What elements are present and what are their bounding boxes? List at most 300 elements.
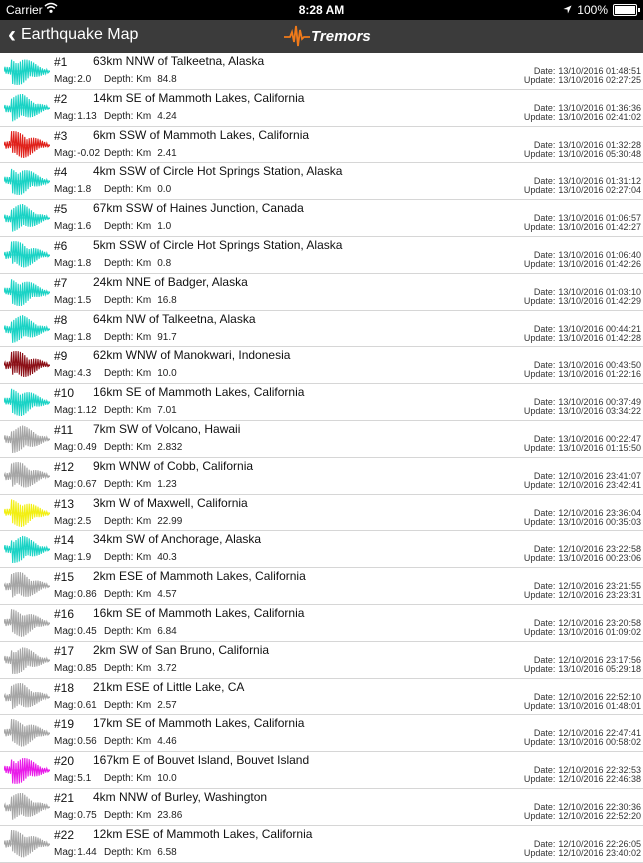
magnitude-label: Mag: xyxy=(54,552,77,564)
date-label: Date: xyxy=(533,544,556,555)
depth-unit: Km xyxy=(136,809,152,821)
magnitude-label: Mag: xyxy=(54,147,77,159)
magnitude-value: 0.75 xyxy=(77,809,97,821)
earthquake-row[interactable] xyxy=(0,531,643,568)
magnitude-label: Mag: xyxy=(54,257,77,269)
magnitude-value: 1.12 xyxy=(77,405,97,417)
earthquake-row[interactable] xyxy=(0,826,643,863)
earthquake-row[interactable] xyxy=(0,679,643,716)
magnitude-label: Mag: xyxy=(54,74,77,85)
quake-number: #4 xyxy=(54,165,68,180)
earthquake-row[interactable] xyxy=(0,200,643,237)
depth-label: Depth: xyxy=(104,736,134,748)
depth-label: Depth: xyxy=(104,478,134,490)
seismogram-icon xyxy=(4,423,50,455)
quake-magnitude xyxy=(54,405,97,416)
depth-unit: Km xyxy=(136,331,152,343)
quake-location: 6km SSW of Mammoth Lakes, California xyxy=(93,127,310,142)
date-value: 12/10/2016 23:20:58 xyxy=(558,617,641,628)
quake-depth xyxy=(104,295,177,306)
seismogram-icon xyxy=(4,386,50,418)
quake-location: 34km SW of Anchorage, Alaska xyxy=(93,532,262,547)
quake-magnitude xyxy=(54,295,91,306)
quake-number: #14 xyxy=(54,533,75,548)
magnitude-value: 2.0 xyxy=(77,74,92,85)
quake-depth xyxy=(104,368,177,379)
date-label: Date: xyxy=(533,691,556,702)
depth-unit: Km xyxy=(136,736,152,748)
quake-dates xyxy=(524,582,641,600)
magnitude-label: Mag: xyxy=(54,773,77,785)
date-label: Date: xyxy=(533,470,556,481)
earthquake-row[interactable] xyxy=(0,495,643,532)
depth-value: 23.86 xyxy=(157,809,183,821)
quake-depth xyxy=(104,332,177,343)
quake-magnitude xyxy=(54,184,91,195)
update-label: Update: xyxy=(523,516,556,527)
magnitude-value: 0.45 xyxy=(77,625,97,637)
quake-number: #20 xyxy=(54,754,75,769)
magnitude-label: Mag: xyxy=(54,110,77,122)
magnitude-label: Mag: xyxy=(54,699,77,711)
depth-label: Depth: xyxy=(104,294,134,306)
date-value: 13/10/2016 01:48:51 xyxy=(558,66,641,76)
magnitude-label: Mag: xyxy=(54,294,77,306)
update-label: Update: xyxy=(523,626,556,637)
depth-unit: Km xyxy=(136,441,152,453)
date-value: 12/10/2016 22:26:05 xyxy=(558,838,641,849)
magnitude-label: Mag: xyxy=(54,331,77,343)
quake-magnitude xyxy=(54,332,91,343)
magnitude-value: 1.44 xyxy=(77,846,97,858)
update-label: Update: xyxy=(523,700,556,711)
quake-magnitude xyxy=(54,663,97,674)
magnitude-label: Mag: xyxy=(54,405,77,417)
seismogram-icon xyxy=(4,533,50,565)
seismogram-icon xyxy=(4,791,50,823)
back-button[interactable] xyxy=(8,21,139,48)
date-label: Date: xyxy=(533,507,556,518)
magnitude-value: 0.85 xyxy=(77,662,97,674)
quake-dates xyxy=(524,67,641,85)
depth-unit: Km xyxy=(136,625,152,637)
date-label: Date: xyxy=(533,249,556,260)
update-value: 13/10/2016 05:30:48 xyxy=(558,148,641,159)
seismogram-icon xyxy=(4,754,50,786)
quake-depth xyxy=(104,847,177,858)
quake-dates xyxy=(524,766,641,784)
depth-label: Depth: xyxy=(104,257,134,269)
quake-depth xyxy=(104,148,177,159)
date-value: 12/10/2016 22:52:10 xyxy=(558,691,641,702)
seismogram-icon xyxy=(4,165,50,197)
depth-value: 6.84 xyxy=(157,625,177,637)
earthquake-row[interactable] xyxy=(0,642,643,679)
quake-dates xyxy=(524,693,641,711)
depth-unit: Km xyxy=(136,147,152,159)
quake-dates xyxy=(524,619,641,637)
quake-number: #11 xyxy=(54,422,74,437)
status-bar xyxy=(0,0,643,20)
date-value: 13/10/2016 01:36:36 xyxy=(558,102,641,113)
seismogram-icon xyxy=(4,607,50,639)
earthquake-row[interactable] xyxy=(0,421,643,458)
magnitude-value: 0.56 xyxy=(77,736,97,748)
quake-number: #8 xyxy=(54,312,68,327)
depth-value: 7.01 xyxy=(157,405,177,417)
date-label: Date: xyxy=(533,139,556,150)
quake-dates xyxy=(524,141,641,159)
depth-label: Depth: xyxy=(104,515,134,527)
date-value: 12/10/2016 23:17:56 xyxy=(558,654,641,665)
depth-unit: Km xyxy=(136,589,152,601)
date-value: 12/10/2016 22:30:36 xyxy=(558,801,641,812)
update-label: Update: xyxy=(523,258,556,269)
quake-number: #9 xyxy=(54,349,68,364)
update-value: 12/10/2016 22:46:38 xyxy=(558,774,641,785)
update-label: Update: xyxy=(523,332,556,343)
update-label: Update: xyxy=(523,148,556,159)
earthquake-row[interactable] xyxy=(0,458,643,495)
quake-magnitude xyxy=(54,516,91,527)
depth-label: Depth: xyxy=(104,147,134,159)
earthquake-row[interactable] xyxy=(0,90,643,127)
magnitude-value: 1.8 xyxy=(77,257,92,269)
magnitude-value: 0.61 xyxy=(77,699,97,711)
quake-dates xyxy=(524,840,641,858)
update-value: 12/10/2016 23:23:31 xyxy=(558,590,641,601)
quake-magnitude xyxy=(54,626,97,637)
quake-depth xyxy=(104,663,177,674)
earthquake-row[interactable] xyxy=(0,311,643,348)
date-value: 12/10/2016 23:21:55 xyxy=(558,581,641,592)
quake-location: 3km W of Maxwell, California xyxy=(93,495,248,510)
magnitude-label: Mag: xyxy=(54,736,77,748)
battery-icon xyxy=(613,4,637,16)
update-value: 13/10/2016 01:09:02 xyxy=(558,626,641,637)
magnitude-label: Mag: xyxy=(54,846,77,858)
carrier-label: Carrier xyxy=(6,3,43,17)
quake-depth xyxy=(104,111,177,122)
seismogram-icon xyxy=(4,570,50,602)
earthquake-row[interactable] xyxy=(0,347,643,384)
update-label: Update: xyxy=(523,75,556,85)
update-value: 13/10/2016 00:35:03 xyxy=(558,516,641,527)
quake-dates xyxy=(524,104,641,122)
quake-dates xyxy=(524,361,641,379)
magnitude-label: Mag: xyxy=(54,478,77,490)
date-label: Date: xyxy=(533,102,556,113)
depth-value: 0.8 xyxy=(157,257,172,269)
quake-number: #7 xyxy=(54,275,68,290)
magnitude-value: 0.67 xyxy=(77,478,97,490)
seismogram-icon xyxy=(4,55,50,87)
date-label: Date: xyxy=(533,397,556,408)
date-value: 13/10/2016 01:32:28 xyxy=(558,139,641,150)
seismogram-icon xyxy=(4,129,50,161)
earthquake-row[interactable] xyxy=(0,163,643,200)
date-value: 13/10/2016 01:06:57 xyxy=(558,213,641,224)
quake-location: 67km SSW of Haines Junction, Canada xyxy=(93,201,304,216)
magnitude-value: 0.49 xyxy=(77,441,97,453)
quake-depth xyxy=(104,626,177,637)
depth-label: Depth: xyxy=(104,846,134,858)
magnitude-value: 1.8 xyxy=(77,331,92,343)
update-label: Update: xyxy=(523,442,556,453)
quake-number: #6 xyxy=(54,238,68,253)
quake-number: #3 xyxy=(54,128,68,143)
quake-magnitude xyxy=(54,74,91,85)
update-label: Update: xyxy=(523,111,556,122)
update-value: 13/10/2016 02:41:02 xyxy=(558,111,641,122)
quake-number: #10 xyxy=(54,386,75,401)
quake-magnitude xyxy=(54,221,91,232)
quake-depth xyxy=(104,74,177,85)
date-value: 13/10/2016 01:06:40 xyxy=(558,249,641,260)
depth-value: 3.72 xyxy=(157,662,177,674)
quake-magnitude xyxy=(54,479,97,490)
depth-value: 6.58 xyxy=(157,846,177,858)
seismogram-icon xyxy=(4,681,50,713)
quake-number: #21 xyxy=(54,790,75,805)
quake-location: 167km E of Bouvet Island, Bouvet Island xyxy=(93,753,310,768)
date-label: Date: xyxy=(533,581,556,592)
depth-value: 4.46 xyxy=(157,736,177,748)
magnitude-value: 5.1 xyxy=(77,773,92,785)
seismogram-icon xyxy=(4,313,50,345)
quake-location: 17km SE of Mammoth Lakes, California xyxy=(93,716,305,731)
depth-label: Depth: xyxy=(104,662,134,674)
earthquake-row[interactable] xyxy=(0,752,643,789)
update-value: 13/10/2016 01:42:28 xyxy=(558,332,641,343)
magnitude-value: 1.13 xyxy=(77,110,97,122)
quake-location: 63km NNW of Talkeetna, Alaska xyxy=(93,54,265,68)
magnitude-value: 2.5 xyxy=(77,515,92,527)
depth-unit: Km xyxy=(136,368,152,380)
magnitude-value: 1.8 xyxy=(77,184,92,196)
depth-unit: Km xyxy=(136,257,152,269)
update-value: 13/10/2016 00:58:02 xyxy=(558,737,641,748)
earthquake-row[interactable] xyxy=(0,605,643,642)
update-label: Update: xyxy=(523,222,556,233)
quake-magnitude xyxy=(54,773,91,784)
depth-label: Depth: xyxy=(104,405,134,417)
quake-number: #2 xyxy=(54,91,68,106)
update-value: 13/10/2016 05:29:18 xyxy=(558,663,641,674)
magnitude-label: Mag: xyxy=(54,515,77,527)
depth-label: Depth: xyxy=(104,589,134,601)
depth-value: 2.832 xyxy=(157,441,183,453)
update-label: Update: xyxy=(523,737,556,748)
magnitude-value: -0.02 xyxy=(77,147,101,159)
depth-unit: Km xyxy=(136,773,152,785)
quake-depth xyxy=(104,589,177,600)
quake-location: 64km NW of Talkeetna, Alaska xyxy=(93,311,256,326)
quake-magnitude xyxy=(54,258,91,269)
depth-label: Depth: xyxy=(104,184,134,196)
depth-label: Depth: xyxy=(104,331,134,343)
date-value: 12/10/2016 23:22:58 xyxy=(558,544,641,555)
location-arrow-icon xyxy=(563,3,572,17)
quake-depth xyxy=(104,736,177,747)
seismograph-logo-icon xyxy=(284,24,310,48)
quake-magnitude xyxy=(54,810,97,821)
chevron-left-icon: ‹ xyxy=(8,21,16,48)
magnitude-label: Mag: xyxy=(54,625,77,637)
quake-dates xyxy=(524,729,641,747)
quake-dates xyxy=(524,288,641,306)
update-value: 13/10/2016 03:34:22 xyxy=(558,406,641,417)
depth-label: Depth: xyxy=(104,74,134,85)
magnitude-value: 1.6 xyxy=(77,221,92,233)
quake-number: #12 xyxy=(54,459,75,474)
quake-depth xyxy=(104,773,177,784)
depth-unit: Km xyxy=(136,294,152,306)
date-label: Date: xyxy=(533,617,556,628)
navigation-bar xyxy=(0,20,643,53)
depth-value: 0.0 xyxy=(157,184,172,196)
date-label: Date: xyxy=(533,801,556,812)
quake-number: #22 xyxy=(54,827,75,842)
earthquake-row[interactable] xyxy=(0,237,643,274)
depth-label: Depth: xyxy=(104,221,134,233)
quake-depth xyxy=(104,810,182,821)
update-value: 13/10/2016 01:42:29 xyxy=(558,295,641,306)
depth-label: Depth: xyxy=(104,110,134,122)
clock: 8:28 AM xyxy=(298,3,345,17)
earthquake-row[interactable] xyxy=(0,384,643,421)
depth-value: 4.24 xyxy=(157,110,177,122)
earthquake-row[interactable] xyxy=(0,127,643,164)
date-value: 12/10/2016 23:36:04 xyxy=(558,507,641,518)
depth-unit: Km xyxy=(136,662,152,674)
date-value: 12/10/2016 23:41:07 xyxy=(558,470,641,481)
date-label: Date: xyxy=(533,728,556,739)
quake-dates xyxy=(524,472,641,490)
update-value: 13/10/2016 02:27:25 xyxy=(558,75,641,85)
quake-number: #16 xyxy=(54,606,75,621)
depth-value: 40.3 xyxy=(157,552,177,564)
depth-value: 1.23 xyxy=(157,478,177,490)
date-value: 13/10/2016 00:22:47 xyxy=(558,433,641,444)
date-label: Date: xyxy=(533,838,556,849)
depth-label: Depth: xyxy=(104,552,134,564)
update-value: 13/10/2016 00:23:06 xyxy=(558,553,641,564)
quake-dates xyxy=(524,435,641,453)
quake-number: #17 xyxy=(54,643,75,658)
seismogram-icon xyxy=(4,92,50,124)
date-label: Date: xyxy=(533,323,556,334)
update-label: Update: xyxy=(523,847,556,858)
depth-value: 1.0 xyxy=(157,221,172,233)
app-logo xyxy=(284,24,371,48)
quake-magnitude xyxy=(54,111,97,122)
quake-magnitude xyxy=(54,552,91,563)
magnitude-value: 1.9 xyxy=(77,552,92,564)
update-label: Update: xyxy=(523,185,556,196)
quake-depth xyxy=(104,184,171,195)
depth-unit: Km xyxy=(136,405,152,417)
depth-value: 16.8 xyxy=(157,294,177,306)
magnitude-label: Mag: xyxy=(54,368,77,380)
depth-label: Depth: xyxy=(104,773,134,785)
back-button-label: Earthquake Map xyxy=(21,26,139,43)
magnitude-label: Mag: xyxy=(54,221,77,233)
update-label: Update: xyxy=(523,663,556,674)
earthquake-row[interactable] xyxy=(0,715,643,752)
magnitude-label: Mag: xyxy=(54,589,77,601)
update-label: Update: xyxy=(523,810,556,821)
quake-number: #5 xyxy=(54,202,68,217)
magnitude-label: Mag: xyxy=(54,662,77,674)
quake-depth xyxy=(104,405,177,416)
quake-depth xyxy=(104,221,171,232)
update-value: 13/10/2016 01:22:16 xyxy=(558,369,641,380)
quake-number: #15 xyxy=(54,570,75,585)
app-name: Tremors xyxy=(311,27,371,45)
update-label: Update: xyxy=(523,479,556,490)
depth-unit: Km xyxy=(136,74,152,85)
earthquake-row[interactable] xyxy=(0,568,643,605)
update-label: Update: xyxy=(523,590,556,601)
date-value: 13/10/2016 01:03:10 xyxy=(558,286,641,297)
quake-location: 62km WNW of Manokwari, Indonesia xyxy=(93,348,291,363)
depth-label: Depth: xyxy=(104,699,134,711)
quake-depth xyxy=(104,516,182,527)
depth-value: 22.99 xyxy=(157,515,183,527)
date-label: Date: xyxy=(533,360,556,371)
earthquake-row[interactable] xyxy=(0,274,643,311)
update-label: Update: xyxy=(523,774,556,785)
quake-number: #13 xyxy=(54,496,75,511)
quake-location: 12km ESE of Mammoth Lakes, California xyxy=(93,826,313,841)
quake-location: 7km SW of Volcano, Hawaii xyxy=(93,421,241,436)
quake-magnitude xyxy=(54,148,100,159)
quake-depth xyxy=(104,700,177,711)
quake-location: 2km SW of San Bruno, California xyxy=(93,642,270,657)
seismogram-icon xyxy=(4,644,50,676)
date-label: Date: xyxy=(533,286,556,297)
depth-unit: Km xyxy=(136,515,152,527)
quake-dates xyxy=(524,251,641,269)
quake-magnitude xyxy=(54,442,97,453)
earthquake-row[interactable] xyxy=(0,789,643,826)
depth-value: 10.0 xyxy=(157,773,177,785)
quake-depth xyxy=(104,442,182,453)
quake-location: 4km SSW of Circle Hot Springs Station, Alaska xyxy=(93,164,343,179)
quake-number: #18 xyxy=(54,680,75,695)
depth-value: 4.57 xyxy=(157,589,177,601)
update-value: 13/10/2016 01:48:01 xyxy=(558,700,641,711)
depth-unit: Km xyxy=(136,478,152,490)
quake-magnitude xyxy=(54,368,91,379)
magnitude-value: 4.3 xyxy=(77,368,92,380)
battery-percent: 100% xyxy=(577,3,608,17)
depth-unit: Km xyxy=(136,552,152,564)
quake-depth xyxy=(104,552,177,563)
date-value: 13/10/2016 00:37:49 xyxy=(558,397,641,408)
date-label: Date: xyxy=(533,176,556,187)
earthquake-row[interactable] xyxy=(0,53,643,90)
quake-location: 2km ESE of Mammoth Lakes, California xyxy=(93,569,306,584)
date-label: Date: xyxy=(533,765,556,776)
quake-dates xyxy=(524,656,641,674)
quake-dates xyxy=(524,398,641,416)
update-label: Update: xyxy=(523,553,556,564)
quake-depth xyxy=(104,479,177,490)
update-label: Update: xyxy=(523,295,556,306)
depth-label: Depth: xyxy=(104,441,134,453)
